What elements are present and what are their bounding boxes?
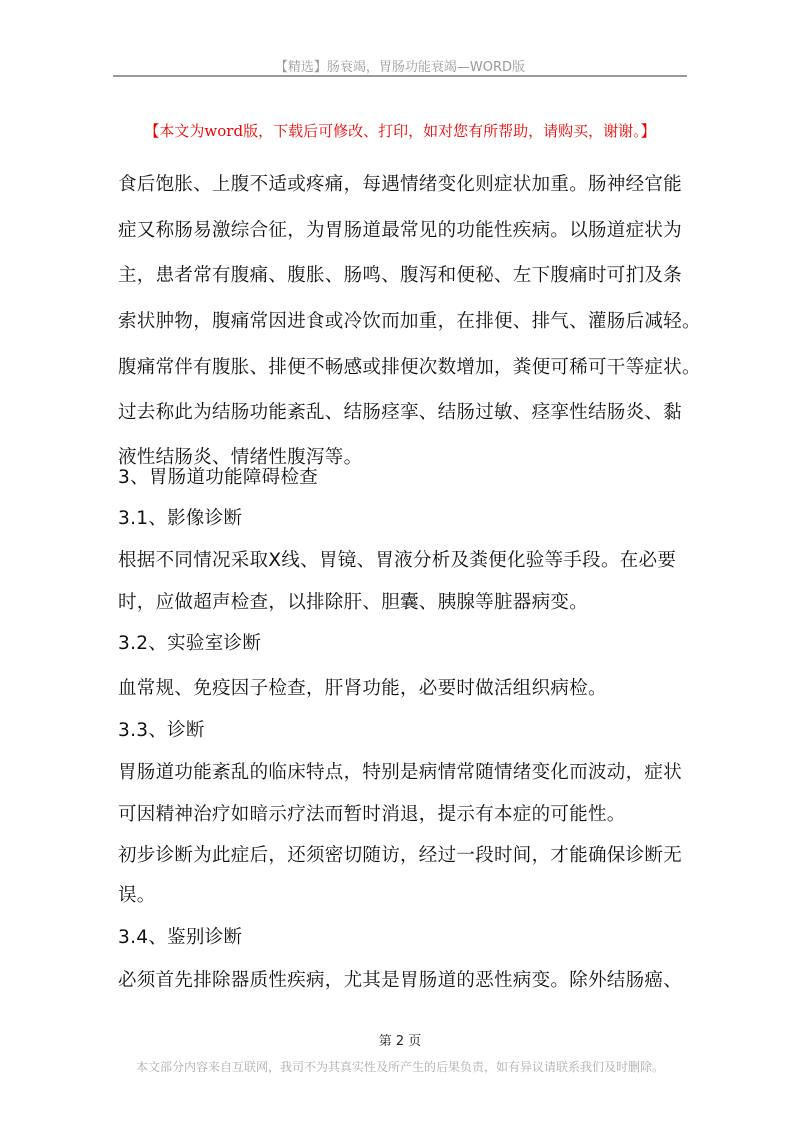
- text-line: 3、胃肠道功能障碍检查: [118, 467, 319, 488]
- text-line: 3.3、诊断: [118, 720, 205, 741]
- header-divider: [113, 75, 687, 77]
- text-line: 过去称此为结肠功能紊乱、结肠痉挛、结肠过敏、痉挛性结肠炎、黏: [118, 402, 683, 423]
- text-line: 3.4、鉴别诊断: [118, 927, 243, 948]
- text-line: 液性结肠炎、情绪性腹泻等。: [118, 447, 363, 468]
- purchase-notice: 【本文为word版，下载后可修改、打印，如对您有所帮助，请购买，谢谢。】: [144, 122, 656, 140]
- page-number: 第 2 页: [378, 1034, 422, 1049]
- text-line: 索状肿物，腹痛常因进食或冷饮而加重，在排便、排气、灌肠后减轻。: [118, 311, 701, 332]
- text-line: 误。: [118, 885, 156, 906]
- text-line: 3.1、影像诊断: [118, 508, 243, 529]
- text-line: 必须首先排除器质性疾病，尤其是胃肠道的恶性病变。除外结肠癌、: [118, 970, 683, 991]
- text-line: 主，患者常有腹痛、腹胀、肠鸣、腹泻和便秘、左下腹痛时可扪及条: [118, 265, 683, 286]
- text-line: 症又称肠易激综合征，为胃肠道最常见的功能性疾病。以肠道症状为: [118, 220, 683, 241]
- page-header: 【精选】肠衰竭，胃肠功能衰竭—WORD版: [274, 60, 526, 75]
- text-line: 3.2、实验室诊断: [118, 633, 262, 654]
- text-line: 时，应做超声检查，以排除肝、胆囊、胰腺等脏器病变。: [118, 592, 589, 613]
- footer-disclaimer: 本文部分内容来自互联网，我司不为其真实性及所产生的后果负责，如有异议请联系我们及时删除。: [135, 1060, 664, 1074]
- text-line: 根据不同情况采取X线、胃镜、胃液分析及粪便化验等手段。在必要: [118, 550, 677, 571]
- text-line: 食后饱胀、上腹不适或疼痛，每遇情绪变化则症状加重。肠神经官能: [118, 174, 683, 195]
- text-line: 血常规、免疫因子检查，肝肾功能，必要时做活组织病检。: [118, 678, 607, 699]
- text-line: 初步诊断为此症后，还须密切随访，经过一段时间，才能确保诊断无: [118, 845, 683, 866]
- text-line: 可因精神治疗如暗示疗法而暂时消退，提示有本症的可能性。: [118, 804, 626, 825]
- text-line: 腹痛常伴有腹胀、排便不畅感或排便次数增加，粪便可稀可干等症状。: [118, 357, 701, 378]
- text-line: 胃肠道功能紊乱的临床特点，特别是病情常随情绪变化而波动，症状: [118, 762, 683, 783]
